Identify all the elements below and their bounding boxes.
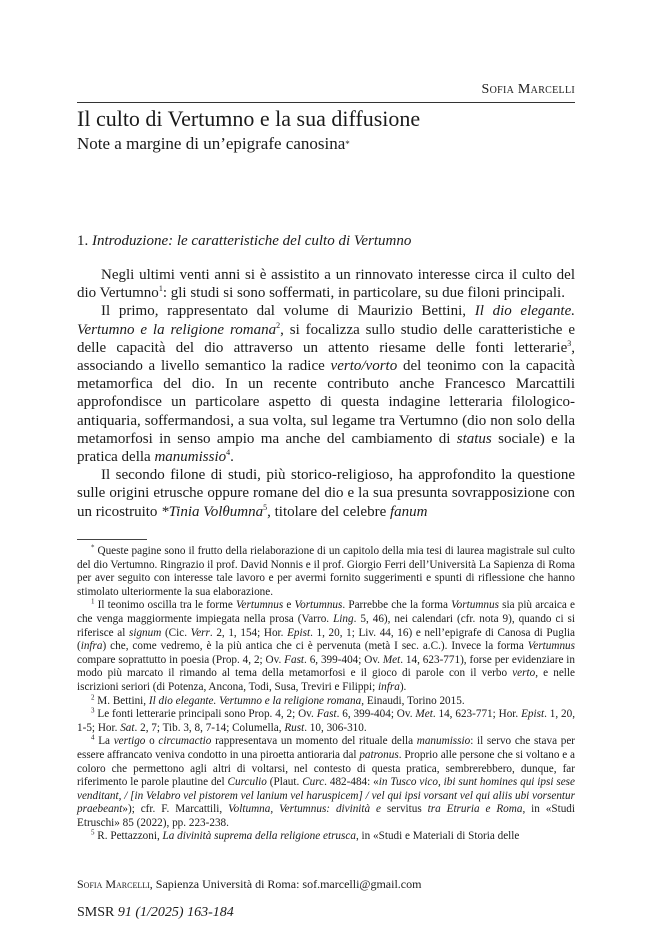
journal-name: SMSR [77,905,118,920]
footnote-ref-1[interactable]: 1 [158,284,163,294]
paragraph-2 [77,302,575,466]
italic-run: verto/vorto [330,358,398,375]
italic-run: Verr [190,626,210,639]
footnote-2 [77,692,575,709]
footnote-mark: 5 [91,828,95,837]
text-run: . 14, 623-771), forse per evidenziare in modo più marcato il rimando al tema della metamorfosi e il gioco di parole con il verbo [77,653,576,680]
footnote-ref-2[interactable]: 2 [276,320,281,330]
italic-run: Rust [284,721,305,734]
article-title: Il culto di Vertumno e la sua diffusione [77,106,421,131]
footnote-ref-4[interactable]: 4 [226,448,231,458]
italic-run: fanum [389,503,428,520]
text-run: : il servo che stava per essere affrancato veniva condotto in una piroetta antioraria dal [77,735,576,761]
paragraph-1 [77,266,575,302]
footnote-ref-5[interactable]: 5 [263,502,268,512]
italic-run: Voltumna, Vertumnus: divinità e [228,803,381,816]
text-run: Il secondo filone di studi, più storico-religioso, ha approfondito la questione sulle origini etrusche oppure romane del dio e la sua presunta sovrapposizione con un ricostruito [77,467,575,520]
italic-run: infra [378,680,400,693]
italic-run: Vortumnus [451,599,499,612]
footnote-rule [77,539,147,540]
text-run: ) che, come vedremo, è la più antica che ci è pervenuta (metà I sec. a.C.). Invece la forma [102,640,528,653]
italic-run: Il dio elegante. Vertumno e la religione romana [148,694,362,707]
text-run: rappresentava un momento del rituale della [211,735,417,748]
journal-volume: 91 (1/2025) 163-184 [117,905,234,920]
footnote-1 [77,599,575,694]
text-run: Il primo, rappresentato dal volume di Maurizio Bettini, [101,303,475,320]
text-run: . 6, 399-404; Ov. [304,653,383,666]
italic-run: status [456,430,492,447]
subtitle-note-mark: * [345,139,350,149]
italic-run: Sat [120,721,135,734]
footnote-ref-3[interactable]: 3 [567,338,572,348]
journal-citation [77,905,577,921]
italic-run: Epist [521,708,545,721]
italic-run: Epist [287,626,311,639]
italic-run: infra [80,640,103,653]
footnote-star [77,545,575,599]
text-run: (Plaut. [266,776,303,789]
footnote-mark: 4 [91,733,95,742]
header-rule [77,102,575,103]
italic-run: in Tusco vico, ibi sunt homines qui ipsi sese venditant, / [in Velabro vel pistorem vel lanium vel haruspicem] / vel qui ipsi vorsant vel qui aliis ubi vorsentur praebeant [77,776,575,816]
italic-run: Fast [284,653,305,666]
text-run: . Proprio alle persone che si voltano e a coloro che permettono agli altri di voltarsi, nel contesto di questa pratica, sembrerebbero, dunque, far riferimento le parole plautine del [77,748,575,789]
article-subtitle [77,133,577,155]
text-run: sia più arcaica e che venga maggiormente impiegata nella prosa (Varro. [77,599,575,625]
text-run: compare soprattutto in poesia (Prop. 4, 2; Ov. [77,653,285,666]
italic-run: Vortumnus [294,599,343,612]
text-run: , e nelle iscrizioni seriori (di Potenza, Ancona, Todi, Susa, Treviri e Filippi; [77,667,575,693]
text-run: Negli ultimi venti anni si è assistito a un rinnovato interesse circa il culto del dio Vertumno [77,267,575,302]
text-run: , titolare del celebre [267,503,390,520]
footnote-mark: 2 [91,692,95,701]
text-run: e [283,599,295,612]
text-run: »); cfr. F. Marcattili, [122,803,229,816]
italic-run: Met [382,653,401,666]
body-text [77,266,575,521]
affiliation-rest: , Sapienza Università di Roma: sof.marcelli@gmail.com [149,877,422,891]
text-run: del teonimo con la capacità metamorfica del dio. In un recente contributo anche Francesco Marcattili approfondisce un particolare aspetto di questa indagine letteraria filologico-antiquaria, soffermandosi, a sua volta, sul legame tra Vertumno (dio non solo della metamorfosi in senso ampio ma anche del cambiamento di [77,358,576,447]
text-run: sociale) e la pratica della [77,430,576,466]
text-run: o [145,735,159,748]
text-run: , in «Studi Etruschi» 85 (2022), pp. 223-238. [77,803,575,829]
italic-run: Il dio elegante. Vertumno e la religione romana [77,303,575,338]
text-run: . 2, 7; Tib. 3, 8, 7-14; Columella, [134,721,285,734]
italic-run: Fast [316,708,337,721]
text-run: , Einaudi, Torino 2015. [361,694,465,707]
italic-run: vertigo [113,735,146,748]
italic-run: manumissio [416,735,471,748]
italic-run: Vertumnus [527,640,575,653]
section-number: 1. [77,233,89,249]
text-run: . 1, 20, 1-5; Hor. [77,708,576,734]
text-run: Le fonti letterarie principali sono Prop. 4, 2; Ov. [97,708,317,721]
text-run: (Cic. [161,626,191,639]
italic-run: Met [415,708,433,721]
text-run: . 2, 1, 154; Hor. [209,626,288,639]
text-run: ). [399,680,407,693]
text-run: . 482-484: « [324,776,379,789]
text-run: , si focalizza sullo studio delle caratteristiche e delle capacità del dio attraverso un attento riesame delle fonti letterarie [77,321,575,356]
author-affiliation [77,877,577,892]
italic-run: Curc [302,776,325,789]
section-heading [77,232,577,250]
subtitle-text: Note a margine di un’epigrafe canosina [77,134,346,153]
section-title: Introduzione: le caratteristiche del culto di Vertumno [92,233,412,249]
text-run: . 6, 399-404; Ov. [336,708,416,721]
footnote-mark: 3 [91,706,95,715]
italic-run: Ling [333,612,354,625]
text-run: . 14, 623-771; Hor. [432,708,522,721]
italic-run: verto [512,667,536,680]
text-run: . Parrebbe che la forma [342,599,452,612]
italic-run: patronus [359,748,399,761]
italic-run: La divinità suprema della religione etrusca [162,830,356,843]
footnote-mark: * [91,543,95,552]
text-run: La [98,735,114,748]
text-run: : gli studi si sono soffermati, in particolare, su due filoni principali. [162,285,565,302]
italic-run: manumissio [154,449,227,466]
footnotes [77,545,575,844]
footnote-5 [77,830,575,844]
footnote-mark: 1 [91,597,95,606]
text-run: Il teonimo oscilla tra le forme [97,599,236,612]
running-header-author: Sofia Marcelli [481,82,575,97]
italic-run: Curculio [227,776,267,789]
text-run: servitus [381,803,428,816]
italic-run: signum [128,626,162,639]
italic-run: Vertumnus [235,599,284,612]
text-run: . 10, 306-310. [304,721,367,734]
italic-run: tra Etruria e Roma [427,803,523,816]
text-run: . 1, 20, 1; Liv. 44, 16) e nell’epigrafe di Canosa di Puglia ( [77,626,576,653]
text-run: , associando a livello semantico la radice [77,339,575,375]
text-run: R. Pettazzoni, [97,830,163,843]
text-run: . [230,449,234,466]
text-run: . 5, 46), nei calendari (cfr. nota 9), quando ci si riferisce al [77,612,575,639]
italic-run: *Tinia Volθumna [161,503,264,520]
text-run: , in «Studi e Materiali di Storia delle [355,830,520,843]
footnote-4 [77,735,575,830]
paragraph-3 [77,466,575,521]
italic-run: circumactio [158,735,212,748]
text-run: Queste pagine sono il frutto della rielaborazione di un capitolo della mia tesi di laurea magistrale sul culto del dio Vertumno. Ringrazio il prof. David Nonnis e il prof. Giorgio Ferri dell’Università La Sapienza di Roma per aver seguito con interesse tale lavoro e per avermi fornito suggerimenti e spunti di riflessione che hanno stimolato ulteriormente la sua elaborazione. [77,545,575,598]
affiliation-name: Sofia Marcelli [77,877,150,891]
footnote-3 [77,708,575,735]
text-run: M. Bettini, [97,694,149,707]
